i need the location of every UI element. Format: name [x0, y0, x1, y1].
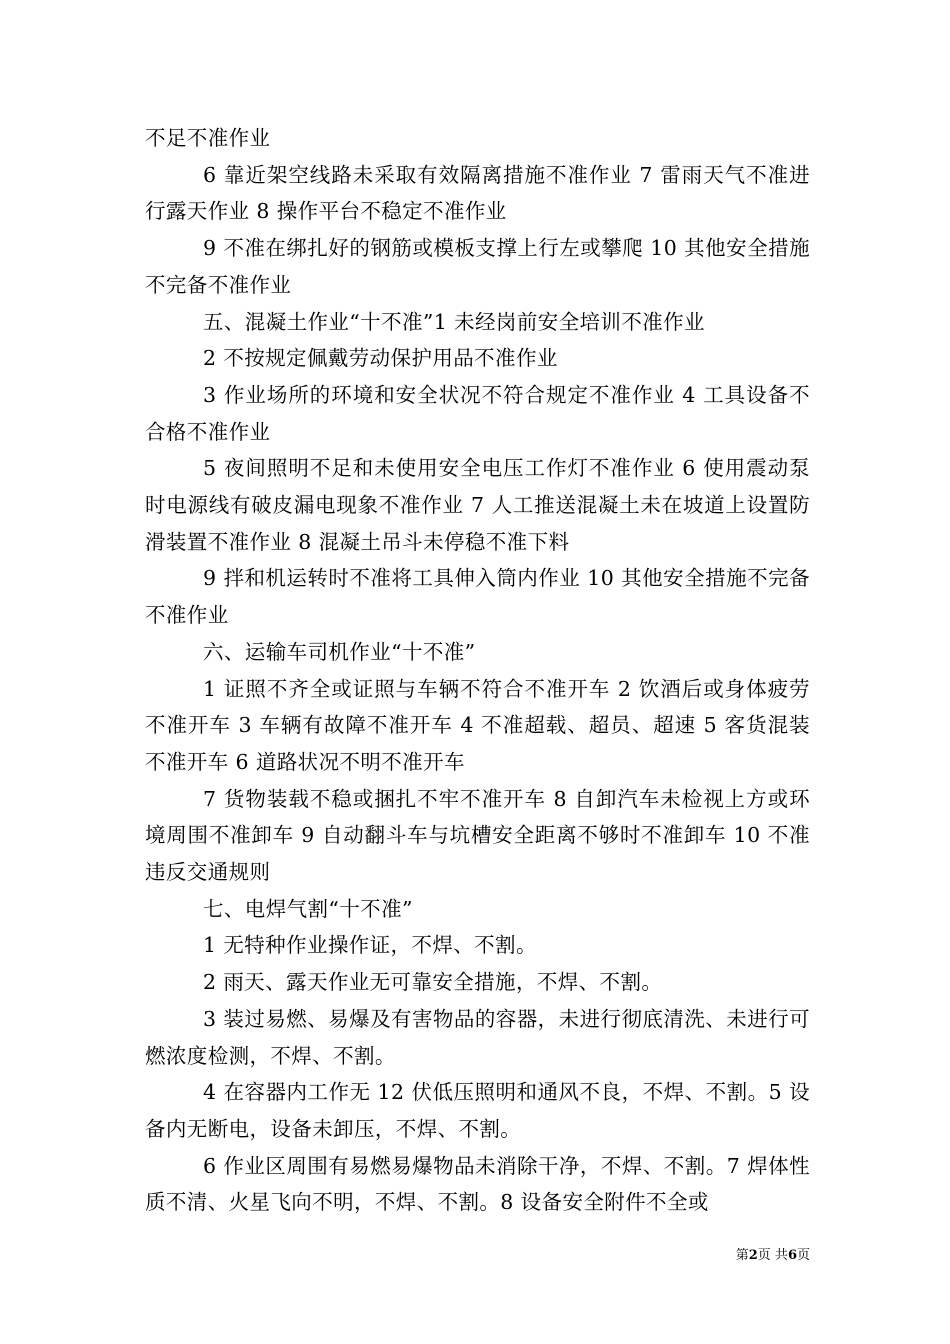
page-number-footer — [736, 1248, 810, 1264]
section-heading-welding: 七、电焊气割“十不准” — [203, 896, 413, 921]
paragraph-16: 4 在容器内工作无 12 伏低压照明和通风不良，不焊、不割。5 设备内无断电，设备未卸压，不焊、不割。 — [145, 1080, 810, 1141]
paragraph-7: 5 夜间照明不足和未使用安全电压工作灯不准作业 6 使用震动泵时电源线有破皮漏电现象不准作业 7 人工推送混凝土未在坡道上设置防滑装置不准作业 8 混凝土吊斗未停稳不准下料 — [145, 456, 810, 554]
footer-middle: 页 共 — [757, 1248, 788, 1263]
paragraph-11: 7 货物装载不稳或捆扎不牢不准开车 8 自卸汽车未检视上方或环境周围不准卸车 9 自动翻斗车与坑槽安全距离不够时不准卸车 10 不准违反交通规则 — [145, 786, 810, 885]
paragraph-5: 2 不按规定佩戴劳动保护用品不准作业 — [203, 346, 558, 371]
footer-suffix: 页 — [796, 1248, 810, 1263]
section-heading-concrete: 五、混凝土作业“十不准”1 未经岗前安全培训不准作业 — [203, 309, 705, 334]
paragraph-15: 3 装过易燃、易爆及有害物品的容器，未进行彻底清洗、未进行可燃浓度检测，不焊、不割。 — [145, 1006, 810, 1068]
paragraph-17: 6 作业区周围有易燃易爆物品未消除干净，不焊、不割。7 焊体性质不清、火星飞向不明，不焊、不割。8 设备安全附件不全或 — [145, 1153, 810, 1215]
total-pages-number: 6 — [787, 1248, 797, 1263]
section-heading-transport: 六、运输车司机作业“十不准” — [203, 639, 476, 664]
paragraph-6: 3 作业场所的环境和安全状况不符合规定不准作业 4 工具设备不合格不准作业 — [145, 382, 810, 444]
paragraph-3: 9 不准在绑扎好的钢筋或模板支撑上行左或攀爬 10 其他安全措施不完备不准作业 — [145, 236, 810, 297]
current-page-number: 2 — [748, 1248, 758, 1263]
paragraph-8: 9 拌和机运转时不准将工具伸入筒内作业 10 其他安全措施不完备不准作业 — [145, 566, 810, 628]
footer-prefix: 第 — [735, 1248, 749, 1263]
paragraph-1: 不足不准作业 — [145, 126, 271, 150]
paragraph-14: 2 雨天、露天作业无可靠安全措施，不焊、不割。 — [203, 970, 663, 995]
paragraph-2: 6 靠近架空线路未采取有效隔离措施不准作业 7 雷雨天气不准进行露天作业 8 操作平台不稳定不准作业 — [145, 162, 810, 224]
paragraph-10: 1 证照不齐全或证照与车辆不符合不准开车 2 饮酒后或身体疲劳不准开车 3 车辆有故障不准开车 4 不准超载、超员、超速 5 客货混装不准开车 6 道路状况不明不准开车 — [145, 676, 810, 774]
document-body — [145, 120, 810, 1221]
paragraph-13: 1 无特种作业操作证，不焊、不割。 — [203, 933, 537, 958]
